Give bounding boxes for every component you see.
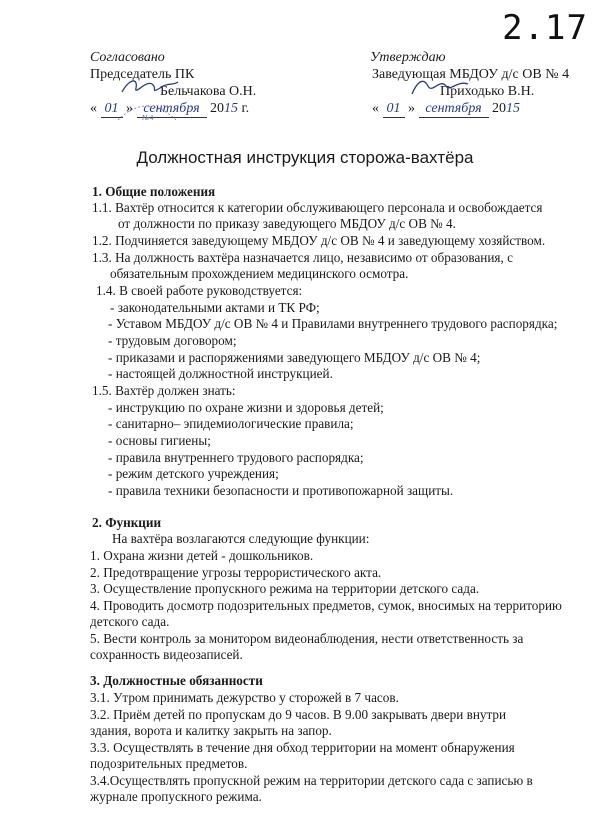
text-line: 3.2. Приём детей по пропускам до 9 часов. В 9.00 закрывать двери внутри xyxy=(90,707,507,722)
list-item: - Уставом МБДОУ д/с ОВ № 4 и Правилами внутреннего трудового распорядка; xyxy=(108,316,558,331)
approval-left-role: Председатель ПК xyxy=(90,67,195,82)
text-line: журнале пропускного режима. xyxy=(90,789,262,804)
approval-left-heading: Согласовано xyxy=(90,50,165,65)
text-line: 4. Проводить досмотр подозрительных предметов, сумок, вносимых на территорию xyxy=(90,598,562,613)
text-line: На вахтёра возлагаются следующие функции: xyxy=(112,531,370,546)
text-line: 2. Предотвращение угрозы террористического акта. xyxy=(90,565,382,580)
list-item: - трудовым договором; xyxy=(108,333,237,348)
approval-right-month: сентября xyxy=(419,101,489,118)
approval-right-name: Приходько В.Н. xyxy=(440,84,535,99)
approval-right-day: 01 xyxy=(383,101,405,118)
text-line: от должности по приказу заведующего МБДОУ д/с ОВ № 4. xyxy=(118,216,456,231)
list-item: - основы гигиены; xyxy=(108,433,211,448)
text-line: 1.3. На должность вахтёра назначается лицо, независимо от образования, с xyxy=(92,250,513,265)
text-line: детского сада. xyxy=(90,614,170,629)
approval-left-date: « 01 » сентября 2015 г. xyxy=(90,101,250,116)
text-line: 5. Вести контроль за монитором видеонаблюдения, нести ответственность за xyxy=(90,631,524,646)
text-line: 1.2. Подчиняется заведующему МБДОУ д/с ОВ № 4 и заведующему хозяйством. xyxy=(92,233,546,248)
stamp xyxy=(114,90,180,126)
text-line: 3. Осуществление пропускного режима на территории детского сада. xyxy=(90,581,480,596)
section-heading: 1. Общие положения xyxy=(92,184,216,199)
approval-right-role: Заведующая МБДОУ д/с ОВ № 4 xyxy=(372,67,570,82)
list-item: - настоящей должностной инструкцией. xyxy=(108,366,333,381)
svg-text:№4: №4 xyxy=(142,114,154,122)
text-line: 1.1. Вахтёр относится к категории обслуживающего персонала и освобождается xyxy=(92,200,543,215)
text-line: 1. Охрана жизни детей - дошкольников. xyxy=(90,548,314,563)
list-item: - правила техники безопасности и противопожарной защиты. xyxy=(108,483,454,498)
approval-right-heading: Утверждаю xyxy=(370,50,446,65)
list-item: - санитарно– эпидемиологические правила; xyxy=(108,416,354,431)
list-item: - режим детского учреждения; xyxy=(108,466,279,481)
text-line: 1.5. Вахтёр должен знать: xyxy=(92,383,236,398)
text-line: 3.4.Осуществлять пропускной режим на территории детского сада с записью в xyxy=(90,773,533,788)
list-item: - приказами и распоряжениями заведующего МБДОУ д/с ОВ № 4; xyxy=(108,350,481,365)
text-line: 3.3. Осуществлять в течение дня обход территории на момент обнаружения xyxy=(90,740,515,755)
section-heading: 3. Должностные обязанности xyxy=(90,673,263,688)
list-item: - инструкцию по охране жизни и здоровья детей; xyxy=(108,400,384,415)
text-line: 1.4. В своей работе руководствуется: xyxy=(96,283,303,298)
list-item: - правила внутреннего трудового распорядка; xyxy=(108,450,364,465)
text-line: обязательным прохождением медицинского осмотра. xyxy=(110,266,409,281)
text-line: подозрительных предметов. xyxy=(90,756,248,771)
text-line: сохранность видеозаписей. xyxy=(90,647,243,662)
text-line: здания, ворота и калитку закрыть на запор. xyxy=(90,723,332,738)
approval-left-name: Бельчакова О.Н. xyxy=(160,84,257,99)
list-item: - законодательными актами и ТК РФ; xyxy=(110,300,320,315)
approval-left-month: сентября xyxy=(137,101,207,118)
document-title: Должностная инструкция сторожа-вахтёра xyxy=(136,148,474,167)
approval-left-day: 01 xyxy=(101,101,123,118)
approval-right-date: « 01 » сентября 2015 xyxy=(372,101,520,116)
document-number: 2.17 xyxy=(502,8,588,48)
signature-right xyxy=(410,74,470,98)
section-heading: 2. Функции xyxy=(92,515,162,530)
text-line: 3.1. Утром принимать дежурство у сторожей в 7 часов. xyxy=(90,690,399,705)
